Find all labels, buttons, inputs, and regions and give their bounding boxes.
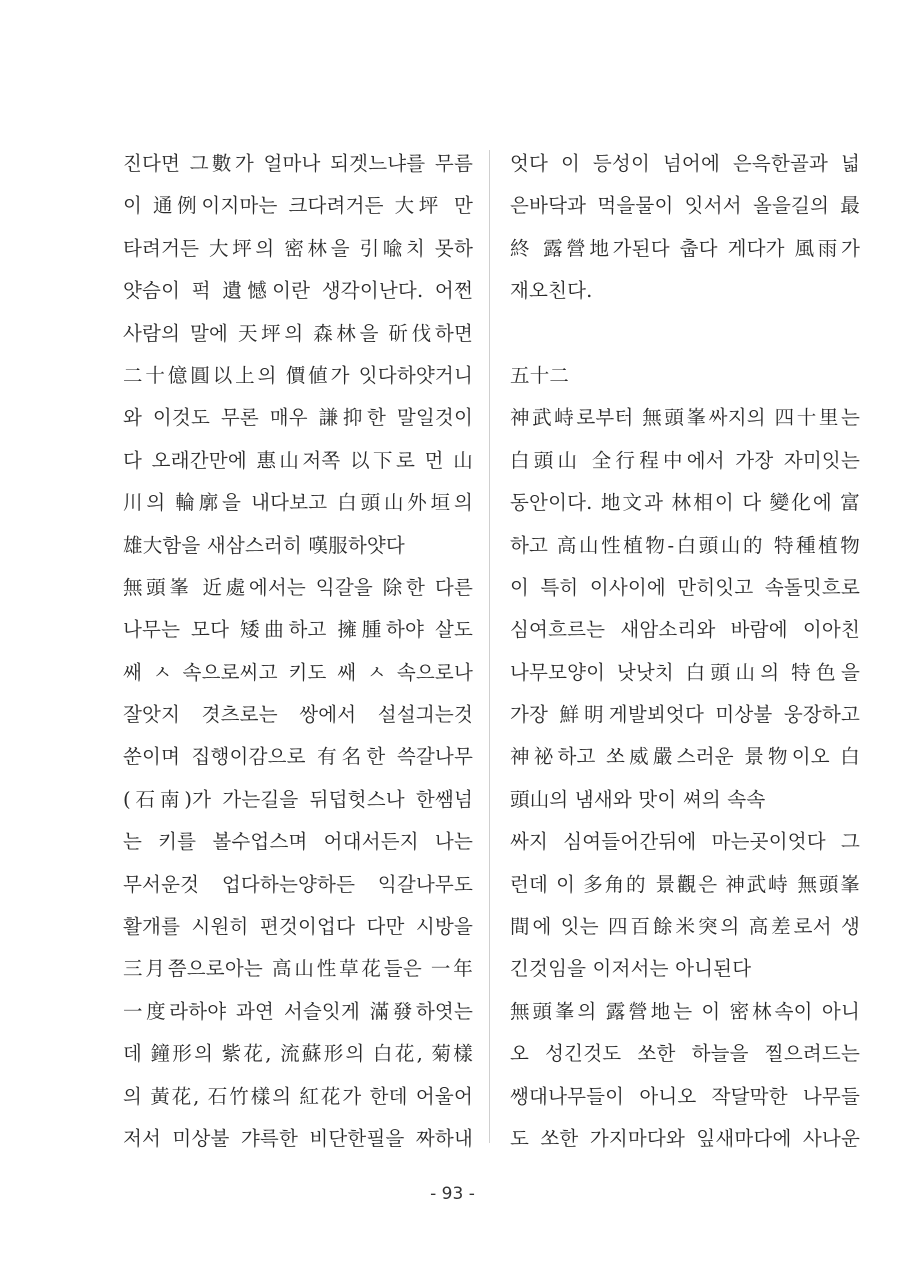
text-line: 이 通例이지마는 크다려거든 大坪 만: [123, 194, 473, 218]
text-line: 終 露營地가된다 춥다 게다가 風雨가: [510, 236, 860, 260]
text-line: 얏슴이 퍽 遺憾이란 생각이난다. 어쩐: [123, 279, 473, 303]
text-line: 하고 高山性植物-白頭山的 特種植物: [510, 533, 860, 557]
text-line: 는 키를 볼수업스며 어대서든지 나는: [123, 830, 473, 854]
section-number: 五十二: [510, 363, 570, 387]
text-line: 이 특히 이사이에 만히잇고 속돌밋흐로: [510, 575, 860, 599]
text-line: 진다면 그數가 얼마나 되겟느냐를 무름: [123, 152, 473, 175]
text-line: 심여흐르는 새암소리와 바람에 이아친: [510, 618, 860, 642]
text-line: 저서 미상불 갸륵한 비단한필을 짜하내: [123, 1126, 473, 1150]
text-line: 활개를 시원히 편것이업다 다만 시방을: [123, 915, 473, 939]
text-line: 재오친다.: [510, 279, 593, 303]
text-line: 잘앗지 겻츠로는 쌍에서 설설긔는것: [123, 703, 473, 727]
text-line: 川의 輪廓을 내다보고 白頭山外垣의: [123, 491, 473, 515]
text-line: 엇다 이 등성이 넘어에 은윽한골과 넓: [510, 152, 860, 175]
text-line: 도 쏘한 가지마다와 잎새마다에 사나운: [510, 1126, 860, 1150]
text-line: 쑨이며 집행이감으로 有名한 쓱갈나무: [123, 745, 473, 769]
text-line: 쌔 ㅅ 속으로씨고 키도 쌔 ㅅ 속으로나: [123, 660, 473, 684]
text-line: 나무는 모다 矮曲하고 擁腫하야 살도: [123, 618, 473, 642]
text-line: 쌩대나무들이 아니오 작달막한 나무들: [510, 1084, 860, 1108]
text-line: 가장 鮮明게발뵈엇다 미상불 웅장하고: [510, 703, 860, 727]
text-line: 三月쯤으로아는 高山性草花들은 一年: [123, 957, 473, 981]
text-line: 二十億圓以上의 價値가 잇다하얏거니: [123, 363, 473, 387]
text-line: 데 鐘形의 紫花, 流蘇形의 白花, 菊樣: [123, 1042, 473, 1066]
text-line: 나무모양이 낫낫치 白頭山의 特色을: [510, 660, 860, 684]
right-text-column: [510, 143, 860, 1160]
blank-line: [510, 313, 860, 355]
text-line: 無頭峯 近處에서는 익갈을 除한 다른: [123, 575, 473, 599]
text-line: 타려거든 大坪의 密林을 引喩치 못하: [123, 236, 473, 260]
left-text-column: [123, 143, 473, 1160]
text-line: 와 이것도 무론 매우 謙抑한 말일것이: [123, 406, 473, 430]
text-line: 긴것임을 이저서는 아니된다: [510, 957, 752, 981]
column-divider: [489, 150, 490, 1143]
text-line: 은바닥과 먹을물이 잇서서 올을길의 最: [510, 194, 860, 218]
text-line: 神祕하고 쏘威嚴스러운 景物이오 白: [510, 745, 860, 769]
text-line: 다 오래간만에 惠山저쪽 以下로 먼 山: [123, 448, 473, 472]
text-line: 神武峙로부터 無頭峯싸지의 四十里는: [510, 406, 860, 430]
text-line: 사람의 말에 天坪의 森林을 斫伐하면: [123, 321, 473, 345]
text-line: 間에 잇는 四百餘米突의 高差로서 생: [510, 915, 860, 939]
text-line: 雄大함을 새삼스러히 嘆服하얏다: [123, 533, 405, 557]
text-line: 無頭峯의 露營地는 이 密林속이 아니: [510, 999, 860, 1023]
text-line: 一度라하야 과연 서슬잇게 滿發하엿는: [123, 999, 473, 1023]
text-line: 오 성긴것도 쏘한 하늘을 찔으려드는: [510, 1042, 860, 1066]
text-line: 무서운것 업다하는양하든 익갈나무도: [123, 872, 473, 896]
text-line: 싸지 심여들어간뒤에 마는곳이엇다 그: [510, 830, 860, 854]
text-line: 런데 이 多角的 景觀은 神武峙 無頭峯: [510, 872, 860, 896]
text-line: 白頭山 全行程中에서 가장 자미잇는: [510, 448, 860, 472]
text-line: 의 黃花, 石竹樣의 紅花가 한데 어울어: [123, 1084, 473, 1108]
text-line: 頭山의 냄새와 맛이 쎠의 속속: [510, 787, 766, 811]
text-line: 동안이다. 地文과 林相이 다 變化에 富: [510, 491, 860, 515]
text-line: (石南)가 가는길을 뒤덥헛스나 한쌤넘: [123, 787, 473, 811]
page-number: - 93 -: [430, 1184, 475, 1204]
